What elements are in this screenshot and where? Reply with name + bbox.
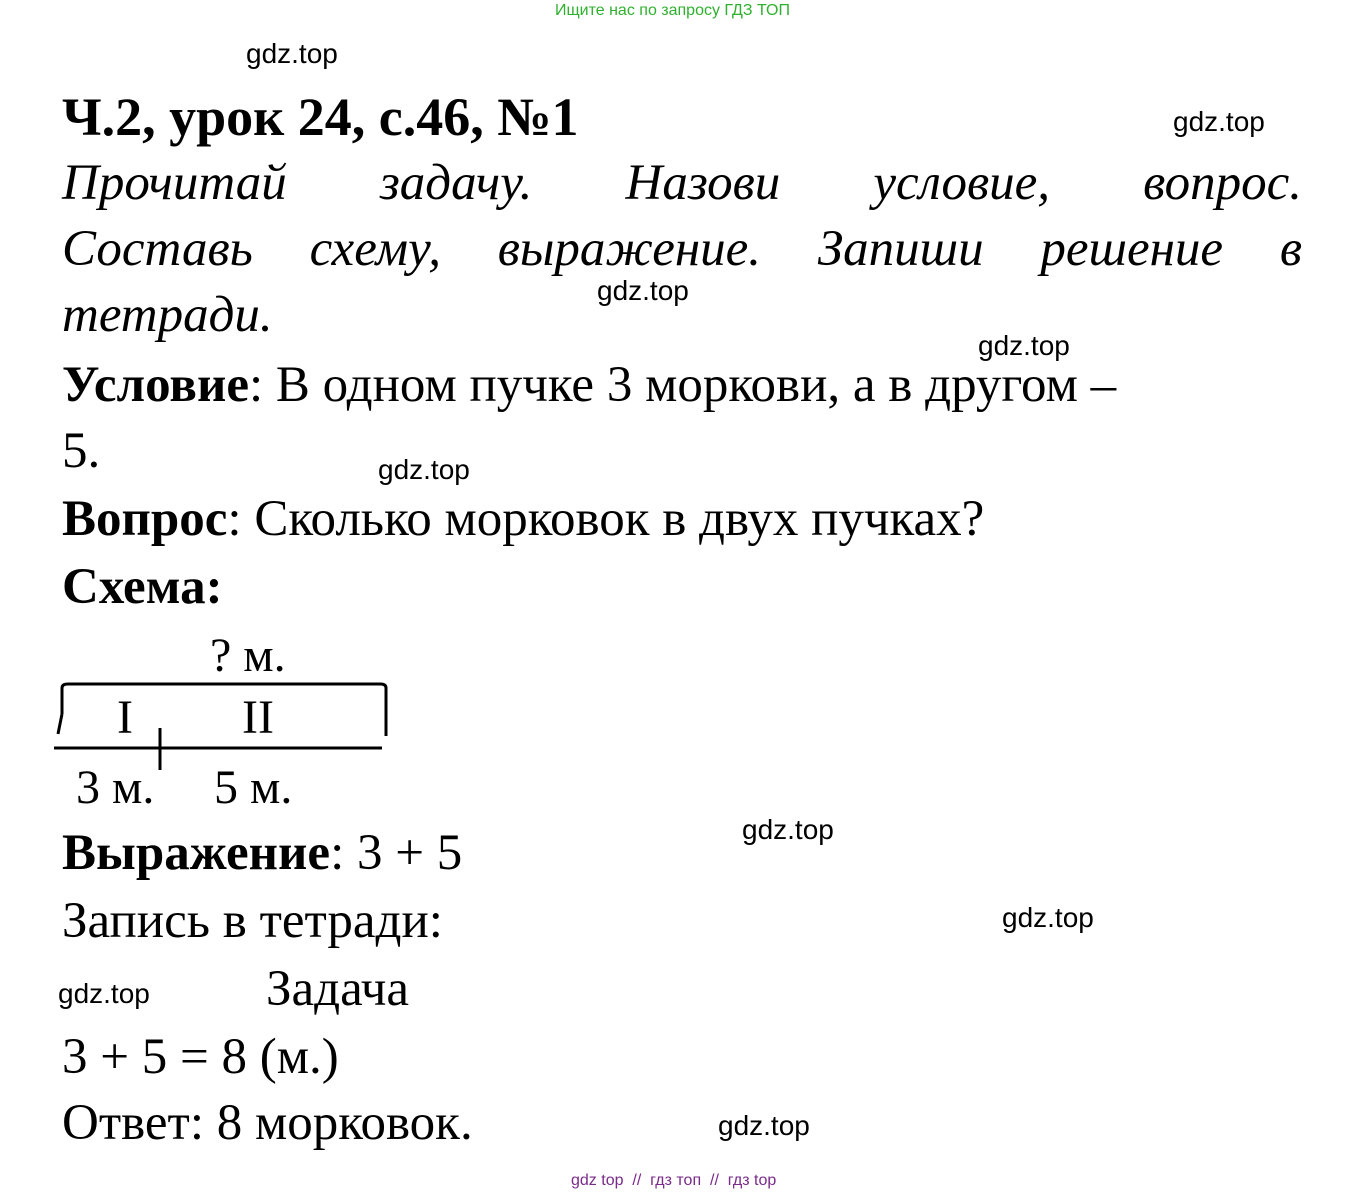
watermark: gdz.top xyxy=(718,1110,810,1141)
instruction-word: схему, xyxy=(309,221,441,277)
watermark: gdz.top xyxy=(1173,106,1265,137)
scheme-part-1-value: 3 м. xyxy=(76,761,155,814)
scheme-part-2-value: 5 м. xyxy=(214,761,293,814)
scheme-total-label: ? м. xyxy=(210,629,286,682)
bottom-banner: gdz top // гдз топ // гдз top xyxy=(571,1172,777,1189)
expression-label: Выражение xyxy=(62,825,331,881)
question-text: : Сколько морковок в двух пучках? xyxy=(227,491,985,547)
expression xyxy=(62,824,462,882)
notebook-heading: Запись в тетради: xyxy=(62,893,443,949)
instruction-word: задачу. xyxy=(379,155,533,211)
exercise-title: Ч.2, урок 24, с.46, №1 xyxy=(62,87,579,147)
watermark: gdz.top xyxy=(246,38,338,69)
condition-text: : В одном пучке 3 моркови, а в другом – xyxy=(248,357,1117,413)
condition-label: Условие xyxy=(62,357,249,413)
instruction-word: выражение. xyxy=(497,221,762,277)
watermark: gdz.top xyxy=(978,330,1070,361)
instruction-word: Запиши xyxy=(817,221,984,277)
scheme-part-2-name: II xyxy=(242,691,274,744)
instruction-word: решение xyxy=(1040,221,1224,277)
watermark: gdz.top xyxy=(378,454,470,485)
watermark: gdz.top xyxy=(742,814,834,845)
instruction-word: в xyxy=(1279,221,1302,277)
instruction-word: Прочитай xyxy=(62,155,287,211)
question xyxy=(62,490,984,548)
notebook-task-word: Задача xyxy=(266,961,410,1017)
watermark: gdz.top xyxy=(597,275,689,306)
question-label: Вопрос xyxy=(62,491,228,547)
scheme-part-1-name: I xyxy=(117,691,133,744)
notebook-answer: Ответ: 8 морковок. xyxy=(62,1095,473,1151)
notebook-solution: 3 + 5 = 8 (м.) xyxy=(62,1029,339,1085)
instruction-line-1 xyxy=(62,154,1302,212)
condition xyxy=(62,356,1116,414)
top-banner: Ищите нас по запросу ГДЗ ТОП xyxy=(555,2,790,19)
instruction-line-2 xyxy=(62,220,1302,278)
instruction-word: вопрос. xyxy=(1143,155,1302,211)
expression-text: : 3 + 5 xyxy=(330,825,463,881)
scheme-brace-left-tip xyxy=(58,714,62,734)
instruction-word: Назови xyxy=(625,155,781,211)
scheme-label: Схема: xyxy=(62,559,223,615)
watermark: gdz.top xyxy=(1002,902,1094,933)
condition-continued: 5. xyxy=(62,423,101,479)
instruction-line-3: тетради. xyxy=(62,287,273,343)
scheme-brace xyxy=(62,684,386,736)
instruction-word: условие, xyxy=(873,155,1051,211)
instruction-word: Составь xyxy=(62,221,253,277)
watermark: gdz.top xyxy=(58,978,150,1009)
